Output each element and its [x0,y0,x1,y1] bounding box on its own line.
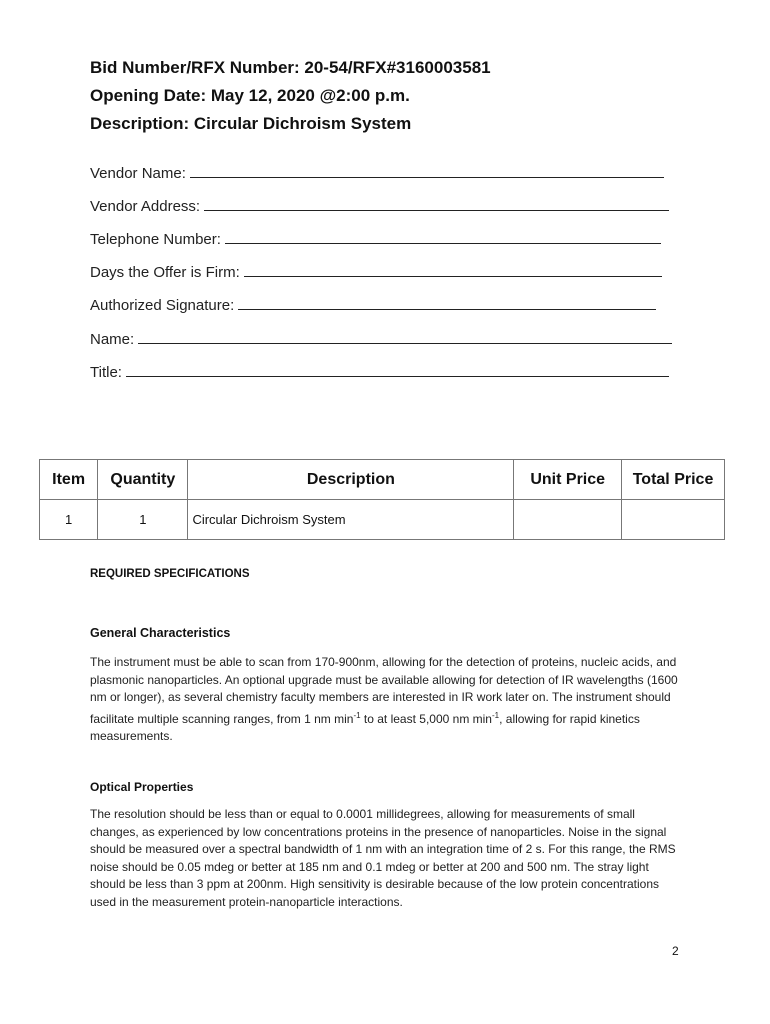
general-text-b: to at least 5,000 nm min [360,711,492,726]
days-firm-line[interactable] [244,262,662,277]
cell-quantity: 1 [98,500,188,540]
general-characteristics-heading: General Characteristics [90,626,231,640]
cell-item: 1 [40,500,98,540]
name-line[interactable] [138,329,672,344]
days-firm-field[interactable] [90,262,662,281]
telephone-line[interactable] [225,229,661,244]
title-label: Title: [90,364,122,381]
telephone-label: Telephone Number: [90,231,221,248]
description-heading: Description: Circular Dichroism System [90,114,412,133]
vendor-name-field[interactable] [90,163,664,182]
name-field[interactable] [90,329,672,348]
vendor-name-line[interactable] [190,163,664,178]
name-label: Name: [90,331,135,348]
vendor-address-field[interactable] [90,196,669,215]
signature-label: Authorized Signature: [90,297,235,314]
cell-description: Circular Dichroism System [188,500,514,540]
table-header-row [40,460,725,500]
table-row [40,500,725,540]
header-item: Item [40,460,98,500]
cell-total-price[interactable] [622,500,725,540]
signature-line[interactable] [238,295,656,310]
signature-field[interactable] [90,295,656,314]
required-specs-heading: REQUIRED SPECIFICATIONS [90,568,250,580]
general-text-a: The instrument must be able to scan from 170-900nm, allowing for the detection of proteins, nucleic acids, and plasmonic nanoparticles. An optional upgrade must be available allowing for detection of IR wavelengths (1600 nm or longer), as several chemistry faculty members are interested in IR work later on. The instrument should facilitate multiple scanning ranges, from 1 nm min [90,655,678,726]
header-unit-price: Unit Price [514,460,622,500]
opening-date: Opening Date: May 12, 2020 @2:00 p.m. [90,86,410,105]
general-text-c: , allowing for rapid kinetics measurements. [90,711,640,743]
vendor-address-label: Vendor Address: [90,198,201,215]
items-table [39,459,725,540]
vendor-name-label: Vendor Name: [90,165,186,182]
general-characteristics-text [90,654,680,746]
cell-unit-price[interactable] [514,500,622,540]
telephone-field[interactable] [90,229,661,248]
bid-number: Bid Number/RFX Number: 20-54/RFX#3160003581 [90,58,491,77]
title-field[interactable] [90,362,669,381]
optical-properties-heading: Optical Properties [90,780,194,794]
days-firm-label: Days the Offer is Firm: [90,264,240,281]
header-quantity: Quantity [98,460,188,500]
optical-properties-text: The resolution should be less than or equal to 0.0001 millidegrees, allowing for measurements of small changes, as experienced by low concentrations proteins in the presence of nanoparticles. Noise in the signal should be measured over a spectral bandwidth of 1 nm with an integration time of 2 s. For this range, the RMS noise should be 0.05 mdeg or better at 185 nm and 0.1 mdeg or better at 200 and 500 nm. The stray light should be less than 3 ppm at 200nm. High sensitivity is desirable because of the low protein concentrations used in the measurement protein-nanoparticle interactions. [90,807,676,909]
header-description: Description [188,460,514,500]
general-sup-b: -1 [491,710,500,720]
vendor-address-line[interactable] [204,196,669,211]
page-number: 2 [672,944,679,958]
general-sup-a: -1 [353,710,361,720]
title-line[interactable] [126,362,669,377]
header-total-price: Total Price [622,460,725,500]
